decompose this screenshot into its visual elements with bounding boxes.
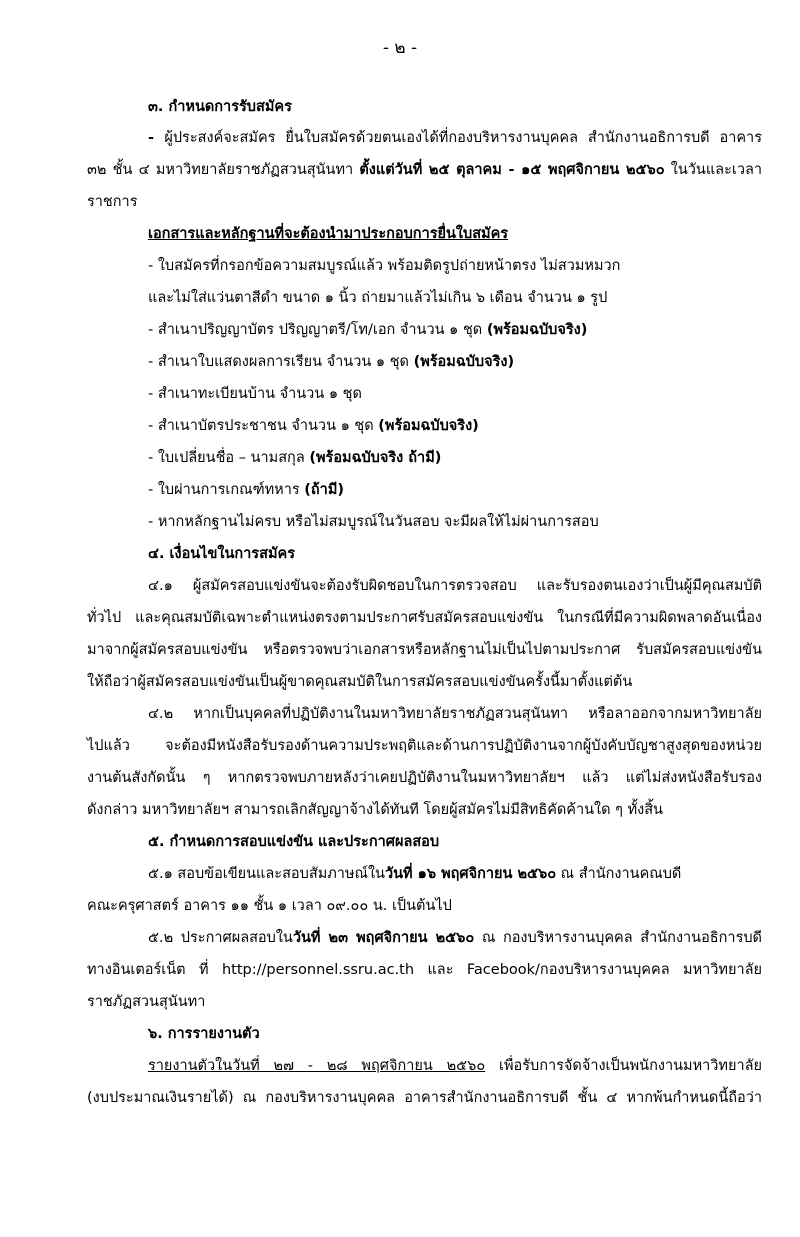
s4-2-line-4: ดังกล่าว มหาวิทยาลัยฯ สามารถเลิกสัญญาจ้างได้ทันที โดยผู้สมัครไม่มีสิทธิคัดค้านใด ๆ ทั้งสิ้น [87,802,663,818]
doc-item-1-line-2: และไม่ใส่แว่นตาสีดำ ขนาด ๑ นิ้ว ถ่ายมาแล้วไม่เกิน ๖ เดือน จำนวน ๑ รูป [148,290,608,306]
s3-paragraph-line-3: ราชการ [87,194,138,210]
s4-2-line-2: ไปแล้ว จะต้องมีหนังสือรับรองด้านความประพฤติและด้านการปฏิบัติงานจากผู้บังคับบัญชาสูงสุดของหน่วย [87,738,762,754]
s4-1-line-3: มาจากผู้สมัครสอบแข่งขัน หรือตรวจพบว่าเอกสารหรือหลักฐานไม่เป็นไปตามประกาศ รับสมัครสอบแข่งขัน [87,642,762,658]
s4-1-line-1: ๔.๑ ผู้สมัครสอบแข่งขันจะต้องรับผิดชอบในการตรวจสอบ และรับรองตนเองว่าเป็นผู้มีคุณสมบัติ [148,578,762,594]
doc-item-2: - สำเนาปริญญาบัตร ปริญญาตรี/โท/เอก จำนวน ๑ ชุด (พร้อมฉบับจริง) [148,322,588,338]
page-number: - ๒ - [382,38,418,58]
s5-2-line-1: ๕.๒ ประกาศผลสอบในวันที่ ๒๓ พฤศจิกายน ๒๕๖๐ ณ กองบริหารงานบุคคล สำนักงานอธิการบดี [148,930,762,946]
s5-1-line-2: คณะครุศาสตร์ อาคาร ๑๑ ชั้น ๑ เวลา ๐๙.๐๐ น. เป็นต้นไป [87,898,452,914]
s5-2-line-2: ทางอินเตอร์เน็ต ที่ http://personnel.ssru.ac.th และ Facebook/กองบริหารงานบุคคล มหาวิทยาลัย [87,962,762,978]
s6-line-2: (งบประมาณเงินรายได้) ณ กองบริหารงานบุคคล อาคารสำนักงานอธิการบดี ชั้น ๔ หากพ้นกำหนดนี้ถือว่า [87,1090,762,1106]
doc-item-5: - สำเนาบัตรประชาชน จำนวน ๑ ชุด (พร้อมฉบับจริง) [148,418,479,434]
doc-item-4: - สำเนาทะเบียนบ้าน จำนวน ๑ ชุด [148,386,362,402]
s3-paragraph-line-2: ๓๒ ชั้น ๔ มหาวิทยาลัยราชภัฏสวนสุนันทา ตั้งแต่วันที่ ๒๕ ตุลาคม - ๑๕ พฤศจิกายน ๒๕๖๐ ในวันและเวลา [87,162,762,178]
doc-item-8: - หากหลักฐานไม่ครบ หรือไม่สมบูรณ์ในวันสอบ จะมีผลให้ไม่ผ่านการสอบ [148,514,599,530]
s4-2-line-3: งานต้นสังกัดนั้น ๆ หากตรวจพบภายหลังว่าเคยปฏิบัติงานในมหาวิทยาลัยฯ แล้ว แต่ไม่ส่งหนังสือรับรอง [87,770,762,786]
s4-1-line-4: ให้ถือว่าผู้สมัครสอบแข่งขันเป็นผู้ขาดคุณสมบัติในการสมัครสอบแข่งขันครั้งนี้มาตั้งแต่ต้น [87,674,633,690]
s6-line-1: รายงานตัวในวันที่ ๒๗ - ๒๘ พฤศจิกายน ๒๕๖๐ เพื่อรับการจัดจ้างเป็นพนักงานมหาวิทยาลัย [148,1058,762,1074]
doc-item-6: - ใบเปลี่ยนชื่อ – นามสกุล (พร้อมฉบับจริง ถ้ามี) [148,450,442,466]
section-3-heading: ๓. กำหนดการรับสมัคร [148,99,292,115]
s4-2-line-1: ๔.๒ หากเป็นบุคคลที่ปฏิบัติงานในมหาวิทยาลัยราชภัฏสวนสุนันทา หรือลาออกจากมหาวิทยาลัย [148,706,762,722]
doc-item-1-line-1: - ใบสมัครที่กรอกข้อความสมบูรณ์แล้ว พร้อมติดรูปถ่ายหน้าตรง ไม่สวมหมวก [148,258,621,274]
section-5-heading: ๕. กำหนดการสอบแข่งขัน และประกาศผลสอบ [148,834,440,850]
doc-item-7: - ใบผ่านการเกณฑ์ทหาร (ถ้ามี) [148,482,344,498]
s5-2-line-3: ราชภัฏสวนสุนันทา [87,994,206,1010]
s5-1-line-1: ๕.๑ สอบข้อเขียนและสอบสัมภาษณ์ในวันที่ ๑๖ พฤศจิกายน ๒๕๖๐ ณ สำนักงานคณบดี [148,866,682,882]
s3-paragraph-line-1: - ผู้ประสงค์จะสมัคร ยื่นใบสมัครด้วยตนเองได้ที่กองบริหารงานบุคคล สำนักงานอธิการบดี อาคาร [148,130,762,146]
s4-1-line-2: ทั่วไป และคุณสมบัติเฉพาะตำแหน่งตรงตามประกาศรับสมัครสอบแข่งขัน ในกรณีที่มีความผิดพลาดอันเนื่อง [87,610,762,626]
documents-heading: เอกสารและหลักฐานที่จะต้องนำมาประกอบการยื่นใบสมัคร [148,226,509,242]
section-6-heading: ๖. การรายงานตัว [148,1026,260,1042]
section-4-heading: ๔. เงื่อนไขในการสมัคร [148,546,295,562]
doc-item-3: - สำเนาใบแสดงผลการเรียน จำนวน ๑ ชุด (พร้อมฉบับจริง) [148,354,515,370]
